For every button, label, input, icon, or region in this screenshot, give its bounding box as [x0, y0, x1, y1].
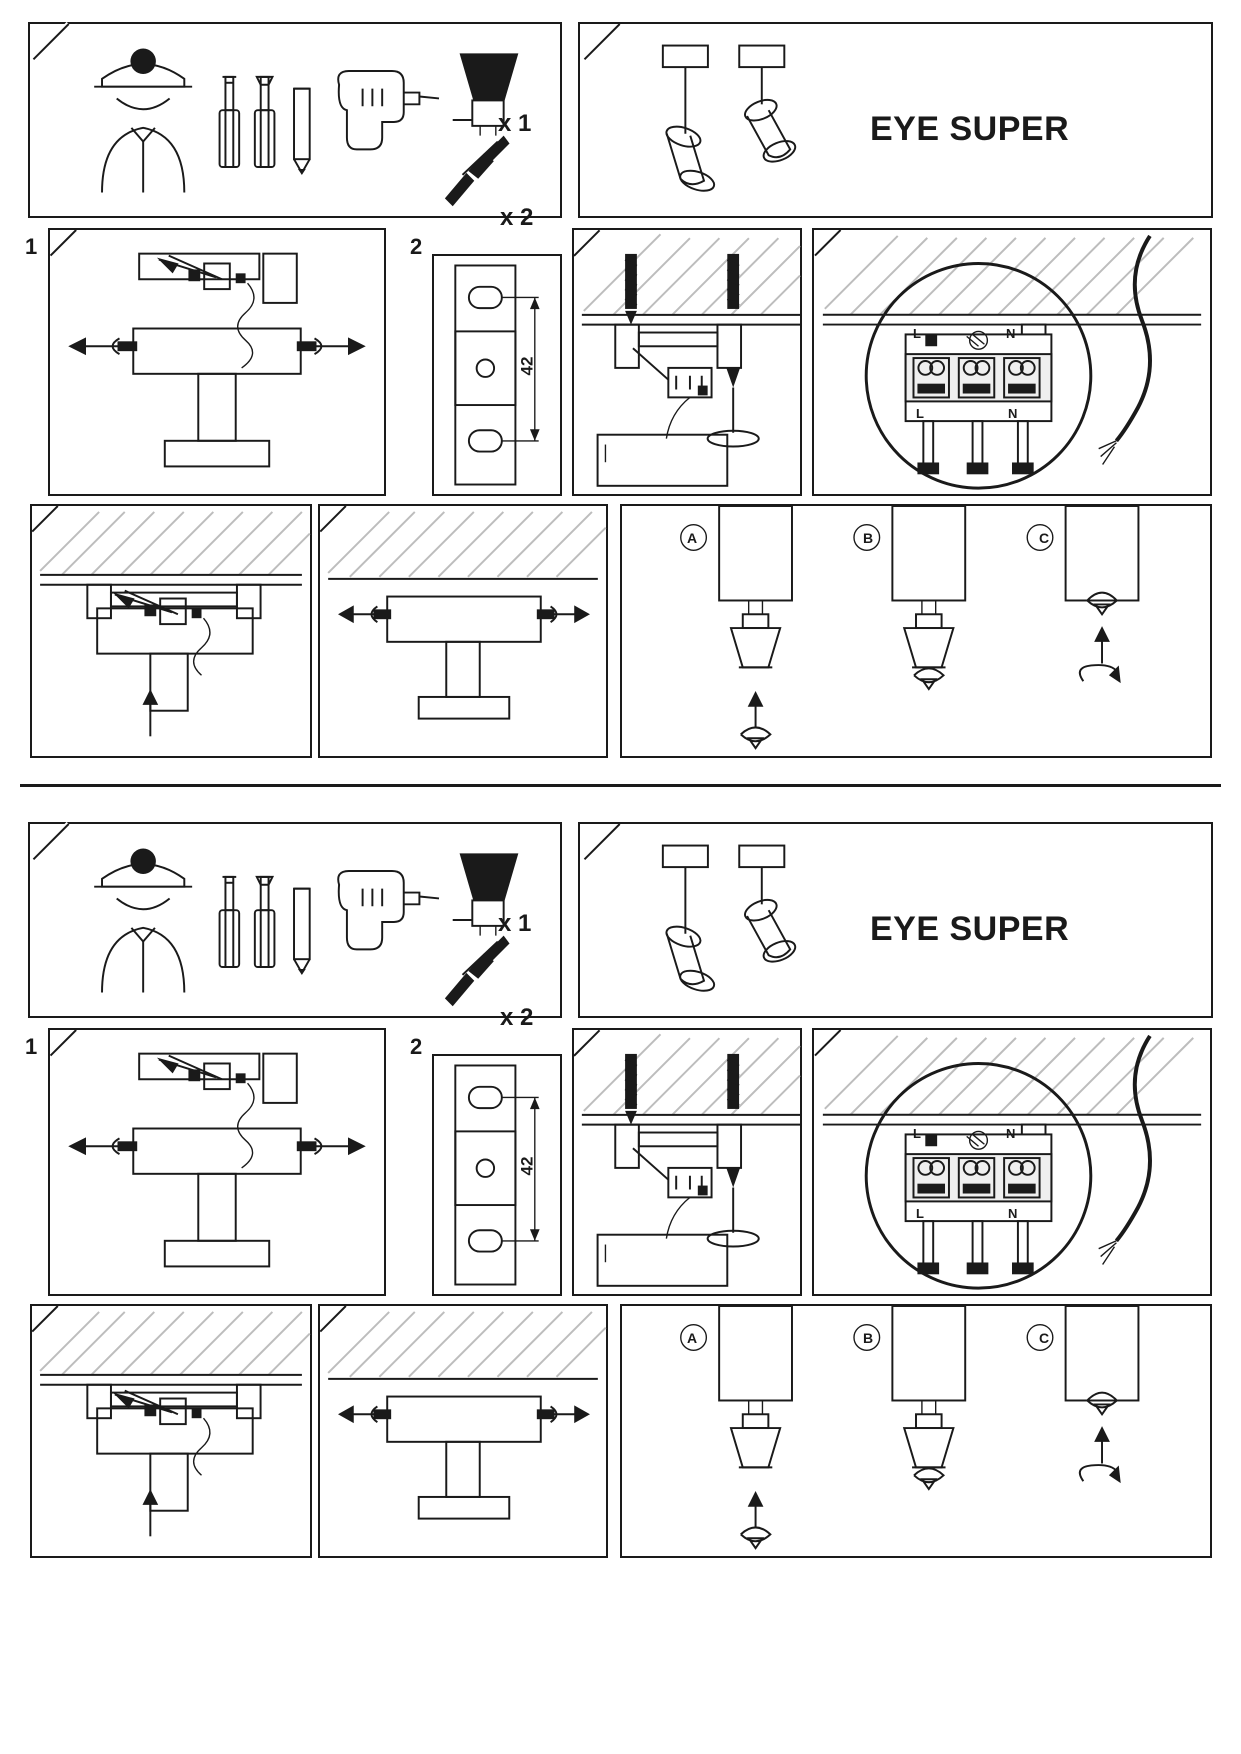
step-1-graphic [50, 230, 384, 494]
terminal-n-bottom-label: N [1008, 406, 1018, 421]
step-7-panel [620, 504, 1212, 758]
terminal-n-top-label: N [1006, 1126, 1016, 1141]
step-7-option-a [681, 1306, 792, 1548]
brand-panel [578, 22, 1213, 218]
screwdriver-flat-icon [255, 877, 275, 967]
step-3-panel [572, 228, 802, 496]
tools-graphic [30, 824, 560, 1016]
step-4-graphic [814, 230, 1210, 494]
step-2-graphic [434, 256, 560, 494]
drill-icon [338, 71, 439, 149]
step-5-panel [30, 1304, 312, 1558]
screwdriver-phillips-icon [220, 877, 240, 967]
step-1-number: 1 [25, 1034, 38, 1059]
step-7-option-b-label: B [863, 1330, 874, 1346]
terminal-l-top-label: L [913, 1126, 921, 1141]
pencil-icon [294, 889, 310, 975]
screwdriver-flat-icon [255, 77, 275, 167]
screwdriver-phillips-icon [220, 77, 240, 167]
wall-plug-left-icon [625, 254, 637, 325]
step-2-number: 2 [410, 1034, 423, 1059]
step-7-option-a-label: A [687, 1330, 698, 1346]
step-7-option-a-label: A [687, 530, 698, 546]
tools-and-parts-panel [28, 22, 562, 231]
step-6-graphic [320, 506, 606, 756]
step-1-panel [48, 1028, 386, 1296]
step-1-graphic [50, 1030, 384, 1294]
step-3-graphic [574, 1030, 800, 1294]
installer-person-icon [94, 848, 192, 992]
instruction-sheet-2 [0, 800, 1241, 1662]
step-1-panel [48, 228, 386, 496]
step-2-graphic [434, 1056, 560, 1294]
wall-plug-right-icon [727, 254, 739, 309]
step-5-graphic [32, 506, 310, 756]
terminal-n-top-label: N [1006, 326, 1016, 341]
plug-quantity-label: x 2 [500, 1004, 534, 1031]
step-2-dimension-label: 42 [517, 356, 537, 376]
step-4-graphic [814, 1030, 1210, 1294]
plug-quantity-label: x 2 [500, 204, 534, 231]
tools-and-parts-panel [28, 822, 562, 1031]
step-6-graphic [320, 1306, 606, 1556]
wall-plug-screw-icon [445, 136, 510, 207]
step-2-panel [432, 1054, 562, 1296]
lamp-quantity-label: x 1 [498, 110, 532, 137]
step-7-option-c-label: C [1039, 530, 1050, 546]
terminal-l-bottom-label: L [916, 406, 924, 421]
sheet-divider [20, 784, 1221, 787]
step-4-panel [812, 1028, 1212, 1296]
pencil-icon [294, 89, 310, 175]
step-2-dimension-label: 42 [517, 1156, 537, 1176]
step-1-number: 1 [25, 234, 38, 259]
step-5-graphic [32, 1306, 310, 1556]
instruction-sheet-1 [0, 0, 1241, 862]
wall-plug-screw-icon [445, 936, 510, 1007]
terminal-n-bottom-label: N [1008, 1206, 1018, 1221]
lamp-quantity-label: x 1 [498, 910, 532, 937]
step-4-panel [812, 228, 1212, 496]
drill-icon [338, 871, 439, 949]
step-7-graphic [622, 506, 1210, 756]
brand-panel [578, 822, 1213, 1018]
step-7-graphic [622, 1306, 1210, 1556]
step-3-panel [572, 1028, 802, 1296]
wall-plug-left-icon [625, 1054, 637, 1125]
step-6-panel [318, 504, 608, 758]
step-5-panel [30, 504, 312, 758]
step-7-panel [620, 1304, 1212, 1558]
tools-graphic [30, 24, 560, 216]
step-2-panel [432, 254, 562, 496]
step-7-option-c-label: C [1039, 1330, 1050, 1346]
step-3-graphic [574, 230, 800, 494]
brand-name: EYE SUPER [870, 110, 1070, 148]
terminal-l-top-label: L [913, 326, 921, 341]
step-2-number: 2 [410, 234, 423, 259]
brand-name: EYE SUPER [870, 910, 1070, 948]
terminal-l-bottom-label: L [916, 1206, 924, 1221]
installer-person-icon [94, 48, 192, 192]
step-6-panel [318, 1304, 608, 1558]
step-7-option-a [681, 506, 792, 748]
step-7-option-b-label: B [863, 530, 874, 546]
wall-plug-right-icon [727, 1054, 739, 1109]
